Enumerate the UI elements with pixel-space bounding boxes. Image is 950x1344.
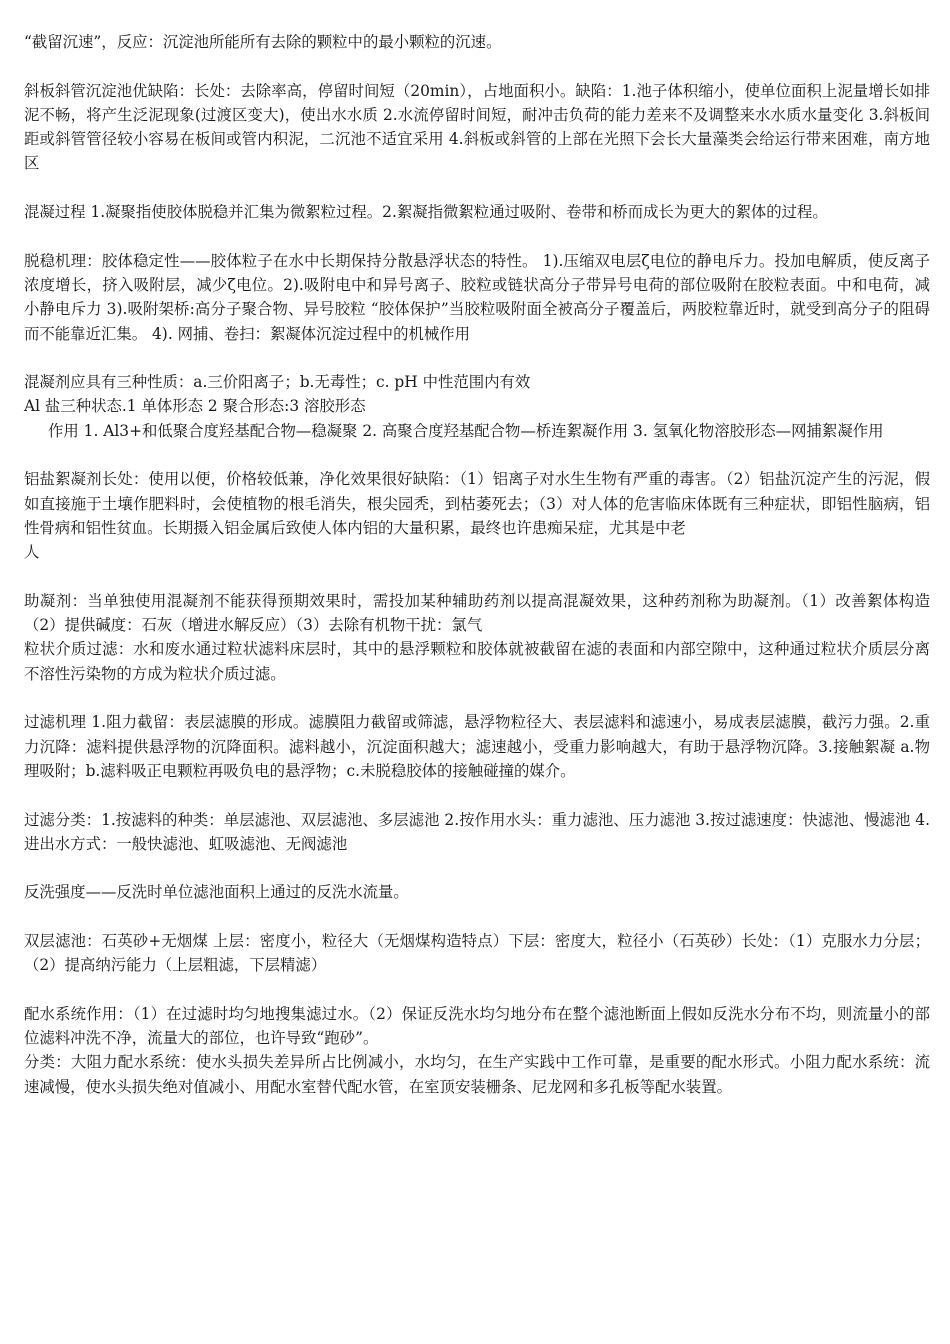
paragraph-coagulation-process: 混凝过程 1.凝聚指使胶体脱稳并汇集为微絮粒过程。2.絮凝指微絮粒通过吸附、卷带和桥而成长为更大的絮体的过程。	[24, 203, 828, 222]
paragraph-aluminum-flocculant-end: 人	[24, 543, 40, 562]
paragraph-settling-velocity: “截留沉速”，反应：沉淀池所能所有去除的颗粒中的最小颗粒的沉速。	[24, 33, 502, 51]
paragraph-distribution-classification: 分类：大阻力配水系统：使水头损失差异所占比例减小，水均匀，在生产实践中工作可靠，是重要的配水形式。小阻力配水系统：流速减慢，使水头损失绝对值减小、用配水室替代配水管，在室顶安装栅条、尼龙网和多孔板等配水装置。	[24, 1053, 930, 1096]
document-page	[24, 30, 930, 1099]
paragraph-filtration-mechanism: 过滤机理 1.阻力截留：表层滤膜的形成。滤膜阻力截留或筛滤，悬浮物粒径大、表层滤料和滤速小，易成表层滤膜，截污力强。2.重力沉降：滤料提供悬浮物的沉降面积。滤料越小，沉淀面积越大；滤速越小，受重力影响越大，有助于悬浮物沉降。3.接触絮凝 a.物理吸附；b.滤料吸正电颗粒再吸负电的悬浮物；c.未脱稳胶体的接触碰撞的媒介。	[24, 713, 930, 780]
paragraph-aluminum-flocculant: 铝盐絮凝剂长处：使用以便，价格较低兼，净化效果很好缺陷：（1）铝离子对水生生物有严重的毒害。（2）铝盐沉淀产生的污泥，假如直接施于土壤作肥料时，会使植物的根毛消失，根尖园秃，到枯萎死去；（3）对人体的危害临床体既有三种症状，即铝性脑病，铝性骨病和铝性贫血。长期摄入铝金属后致使人体内铝的大量积累，最终也许患痴呆症，尤其是中老	[24, 470, 930, 537]
paragraph-coagulant-properties: 混凝剂应具有三种性质：a.三价阳离子；b.无毒性；c. pH 中性范围内有效	[24, 373, 531, 392]
paragraph-coagulant-aid: 助凝剂：当单独使用混凝剂不能获得预期效果时，需投加某种辅助药剂以提高混凝效果，这种药剂称为助凝剂。（1）改善絮体构造（2）提供碱度：石灰（增进水解反应）（3）去除有机物干扰：氯气	[24, 591, 930, 635]
paragraph-distribution-system: 配水系统作用：（1）在过滤时均匀地搜集滤过水。（2）保证反洗水均匀地分布在整个滤池断面上假如反洗水分布不均，则流量小的部位滤料冲洗不净，流量大的部位，也许导致“跑砂”。	[24, 1004, 930, 1048]
paragraph-destabilization-mechanism: 脱稳机理：胶体稳定性——胶体粒子在水中长期保持分散悬浮状态的特性。 1).压缩双电层ζ电位的静电斥力。投加电解质，使反离子浓度增长，挤入吸附层，减少ζ电位。2).吸附电中和异号离子、胶粒或链状高分子带异号电荷的部位吸附在胶粒表面。中和电荷，减小静电斥力 3).吸附架桥:高分子聚合物、异号胶粒 “胶体保护”当胶粒吸附面全被高分子覆盖后，两胶粒靠近时，就受到高分子的阻碍而不能靠近汇集。 4). 网捕、卷扫：絮凝体沉淀过程中的机械作用	[24, 251, 930, 343]
paragraph-dual-media-filter: 双层滤池：石英砂+无烟煤 上层：密度小，粒径大（无烟煤构造特点）下层：密度大，粒径小（石英砂）长处：（1）克服水力分层；（2）提高纳污能力（上层粗滤，下层精滤）	[24, 931, 930, 975]
paragraph-backwash-intensity: 反洗强度——反洗时单位滤池面积上通过的反洗水流量。	[24, 883, 409, 902]
paragraph-inclined-plate-settler: 斜板斜管沉淀池优缺陷：长处：去除率高，停留时间短（20min），占地面积小。缺陷：1.池子体积缩小，使单位面积上泥量增长如排泥不畅，将产生泛泥现象(过渡区变大)，使出水水质 2.水流停留时间短，耐冲击负荷的能力差来不及调整来水水质水量变化 3.斜板间距或斜管管径较小容易在板间或管内积泥，二沉池不适宜采用 4.斜板或斜管的上部在光照下会长大量藻类会给运行带来困难，南方地区	[24, 81, 930, 173]
paragraph-filtration-classification: 过滤分类：1.按滤料的种类：单层滤池、双层滤池、多层滤池 2.按作用水头：重力滤池、压力滤池 3.按过滤速度：快滤池、慢滤池 4.进出水方式：一般快滤池、虹吸滤池、无阀滤池	[24, 810, 930, 853]
paragraph-granular-filtration: 粒状介质过滤：水和废水通过粒状滤料床层时，其中的悬浮颗粒和胶体就被截留在滤的表面和内部空隙中，这种通过粒状介质层分离不溶性污染物的方成为粒状介质过滤。	[24, 640, 930, 683]
paragraph-aluminum-states: Al 盐三种状态.1 单体形态 2 聚合形态:3 溶胶形态	[24, 397, 366, 416]
paragraph-aluminum-effects: 作用 1. Al3+和低聚合度羟基配合物—稳凝聚 2. 高聚合度羟基配合物—桥连絮凝作用 3. 氢氧化物溶胶形态—网捕絮凝作用	[48, 421, 884, 440]
